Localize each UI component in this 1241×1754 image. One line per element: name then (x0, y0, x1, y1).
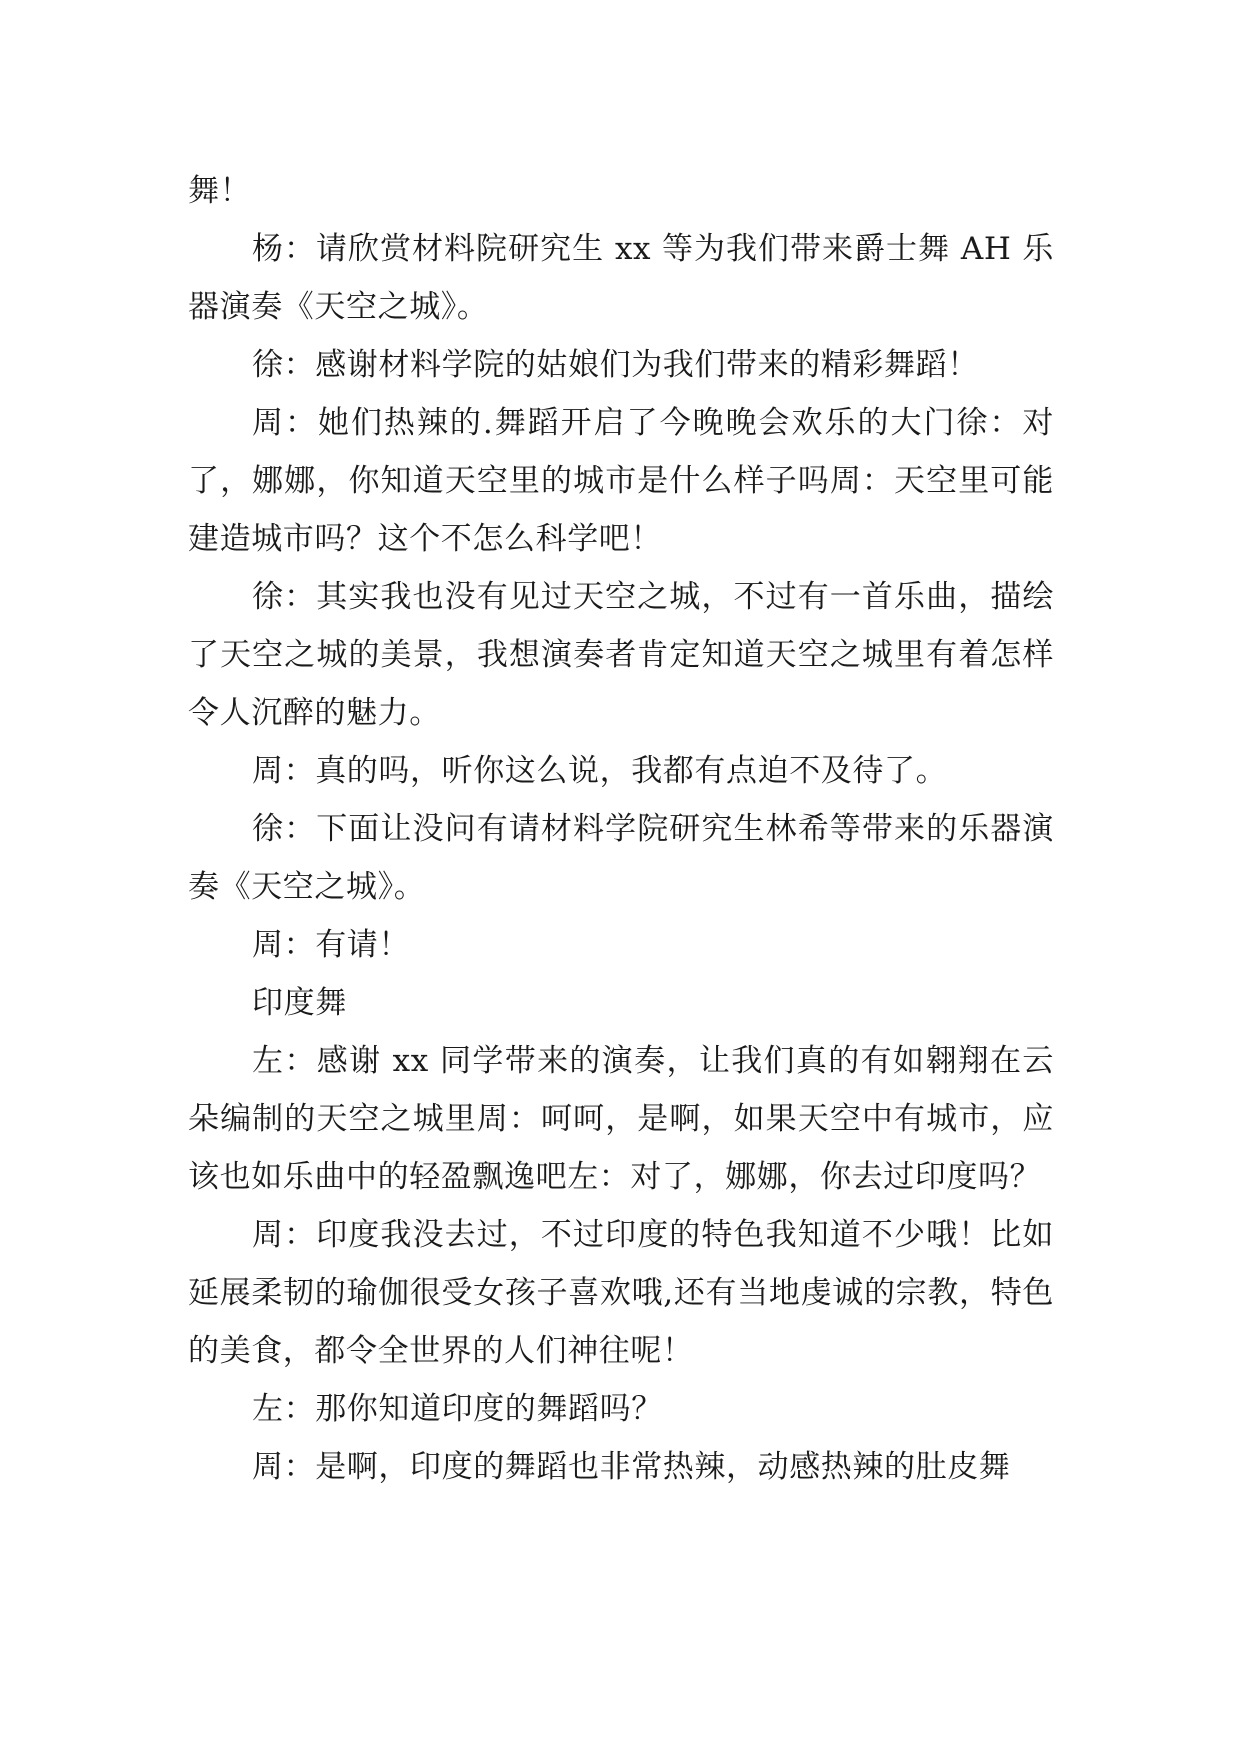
paragraph: 徐：下面让没问有请材料学院研究生林希等带来的乐器演奏《天空之城》。 (188, 811, 1054, 905)
paragraph: 周：真的吗，听你这么说，我都有点迫不及待了。 (252, 753, 948, 789)
paragraph: 周：印度我没去过，不过印度的特色我知道不少哦！比如延展柔韧的瑜伽很受女孩子喜欢哦,还有当地虔诚的宗教，特色的美食，都令全世界的人们神往呢！ (188, 1217, 1054, 1369)
paragraph: 左：感谢 xx 同学带来的演奏，让我们真的有如翱翔在云朵编制的天空之城里周：呵呵，是啊，如果天空中有城市，应该也如乐曲中的轻盈飘逸吧左：对了，娜娜，你去过印度吗？ (188, 1043, 1054, 1195)
document-body (188, 162, 1054, 1496)
paragraph: 徐：其实我也没有见过天空之城，不过有一首乐曲，描绘了天空之城的美景，我想演奏者肯定知道天空之城里有着怎样令人沉醉的魅力。 (188, 579, 1054, 731)
paragraph: 左：那你知道印度的舞蹈吗？ (252, 1391, 663, 1427)
paragraph: 周：是啊，印度的舞蹈也非常热辣，动感热辣的肚皮舞 (252, 1449, 1011, 1485)
paragraph: 杨：请欣赏材料院研究生 xx 等为我们带来爵士舞 AH 乐器演奏《天空之城》。 (188, 231, 1054, 325)
paragraph: 徐：感谢材料学院的姑娘们为我们带来的精彩舞蹈！ (252, 347, 979, 383)
paragraph: 周：有请！ (252, 927, 410, 963)
paragraph: 舞！ (188, 173, 252, 209)
section-heading: 印度舞 (252, 985, 347, 1021)
paragraph: 周：她们热辣的.舞蹈开启了今晚晚会欢乐的大门徐：对了，娜娜，你知道天空里的城市是什么样子吗周：天空里可能建造城市吗？这个不怎么科学吧！ (188, 405, 1054, 557)
